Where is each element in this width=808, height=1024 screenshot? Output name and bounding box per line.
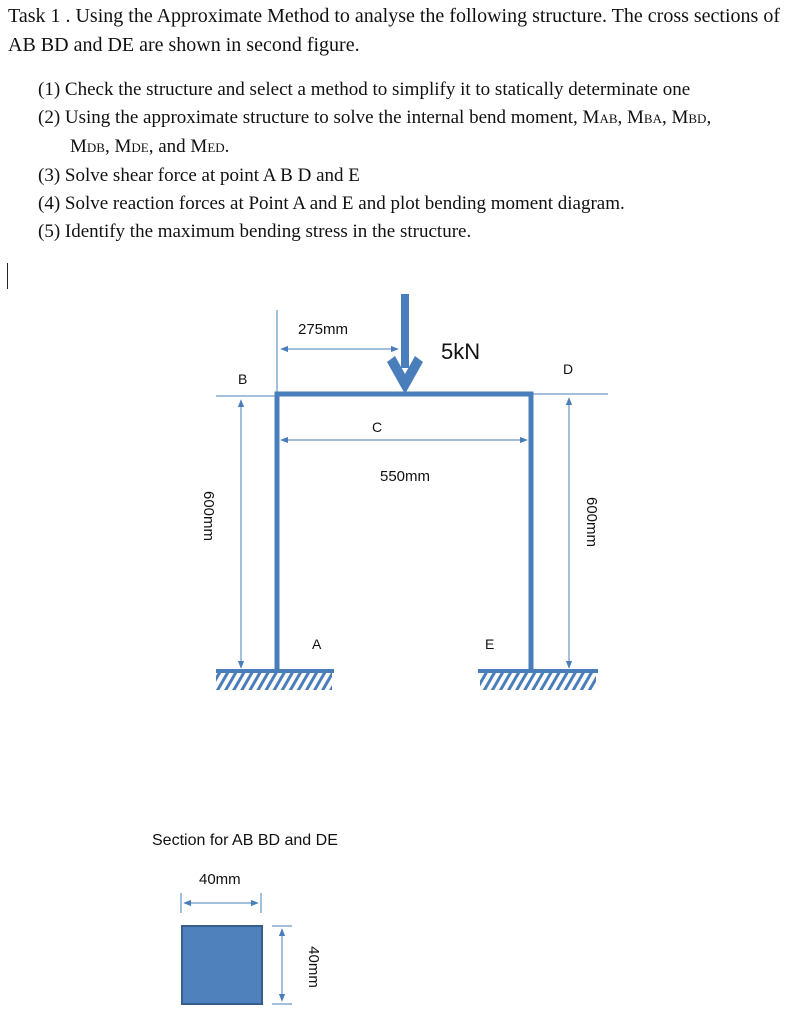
task-title: Task 1 . Using the Approximate Method to analyse the following structure. The cross sections of AB BD and DE are shown in second figure. [8, 5, 780, 56]
task-item-5: (5) Identify the maximum bending stress in the structure. [38, 221, 472, 242]
task-item-1: (1) Check the structure and select a method to simplify it to statically determinate one [38, 79, 691, 100]
moment-mdb: MDB, [70, 136, 110, 157]
moment-mba: MBA, [627, 107, 667, 128]
label-a: A [312, 636, 322, 652]
label-275mm: 275mm [298, 321, 349, 338]
moment-mbd: MBD, [671, 107, 712, 128]
section-caption: Section for AB BD and DE [152, 832, 338, 849]
moment-mab: MAB, [582, 107, 623, 128]
ground-hatch-right [480, 672, 596, 690]
label-e: E [485, 636, 495, 652]
moment-med: MED. [190, 136, 230, 157]
label-section-height: 40mm [305, 946, 322, 988]
label-550mm: 550mm [380, 468, 431, 485]
label-left-600mm: 600mm [200, 490, 217, 542]
task-item-2-text: (2) Using the approximate structure to solve the internal bend moment, [38, 107, 578, 128]
label-section-width: 40mm [199, 871, 241, 888]
label-right-600mm: 600mm [583, 496, 600, 548]
portal-frame [277, 394, 531, 671]
load-arrow [387, 294, 423, 394]
label-c: C [372, 419, 383, 435]
moment-and: and [158, 136, 186, 157]
task-item-4: (4) Solve reaction forces at Point A and E and plot bending moment diagram. [38, 193, 625, 214]
label-b: B [238, 371, 248, 387]
label-d: D [563, 361, 574, 377]
label-load: 5kN [441, 339, 481, 364]
moment-mde: MDE, [114, 136, 154, 157]
section-square [182, 926, 262, 1004]
task-item-3: (3) Solve shear force at point A B D and E [38, 165, 360, 186]
ground-hatch-left [216, 672, 332, 690]
